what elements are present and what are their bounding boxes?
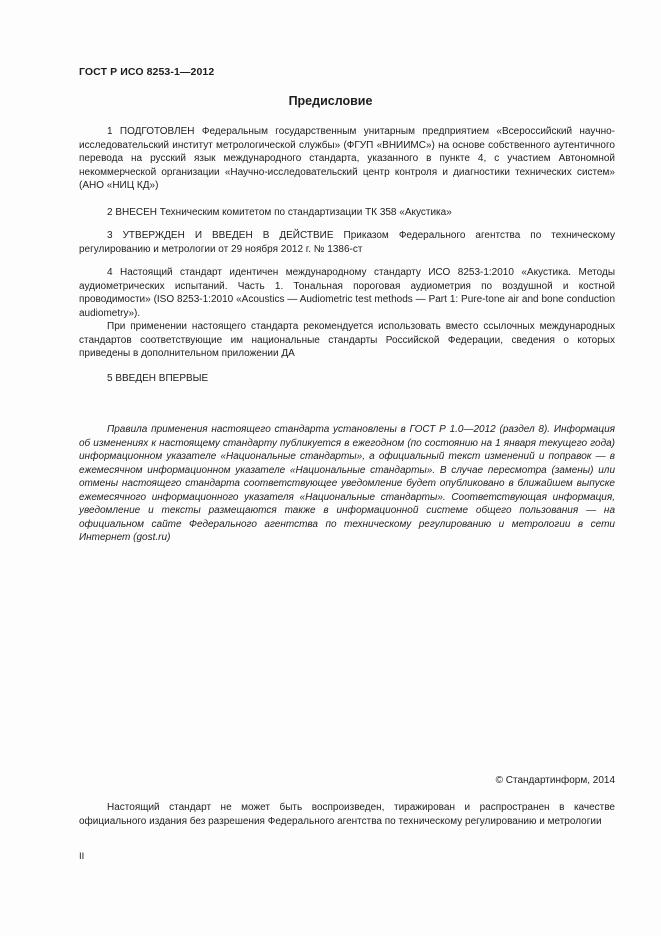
page-number: II [79, 851, 85, 862]
notice-text: Правила применения настоящего стандарта установлены в ГОСТ Р 1.0—2012 (раздел 8). Информация об изменениях к настоящему стандарту публикуется в ежегодном (по состоянию на 1 января текущего года) информационном указателе «Национальные стандарты», а официальный текст изменений и поправок — в ежемесячном информационном указателе «Национальные стандарты». В случае пересмотра (замены) или отмены настоящего стандарта соответствующее уведомление будет опубликовано в ближайшем выпуске ежемесячного информационного указателя «Национальные стандарты». Соответствующая информация, уведомление и тексты размещаются также в информационной системе общего пользования — на официальном сайте Федерального агентства по техническому регулированию и метрологии в сети Интернет (gost.ru) [79, 424, 615, 543]
standard-code-header: ГОСТ Р ИСО 8253-1—2012 [79, 66, 215, 78]
paragraph-identical-standard: 4 Настоящий стандарт идентичен международному стандарту ИСО 8253-1:2010 «Акустика. Методы аудиометрических испытаний. Часть 1. Тональная пороговая аудиометрия по воздушной и костной проводимости» (ISO 8253-1:2010 «Acoustics — Audiometric test methods — Part 1: Pure-tone air and bone conduction audiometry»). [79, 267, 615, 319]
notice-block [79, 423, 615, 545]
paragraph-submitted-by: 2 ВНЕСЕН Техническим комитетом по стандартизации ТК 358 «Акустика» [107, 207, 452, 218]
reproduction-notice-block [79, 801, 615, 828]
reproduction-notice: Настоящий стандарт не может быть воспроизведен, тиражирован и распространен в качестве официального издания без разрешения Федерального агентства по техническому регулированию и метрологии [79, 802, 615, 827]
page-title: Предисловие [288, 94, 373, 108]
paragraph-5-block [79, 372, 615, 386]
paragraph-4-block [79, 266, 615, 361]
paragraph-prepared-by: 1 ПОДГОТОВЛЕН Федеральным государственным унитарным предприятием «Всероссийский научно-исследовательский институт метрологической службы» (ФГУП «ВНИИМС») на основе собственного аутентичного перевода на русский язык международного стандарта, указанного в пункте 4, с участием Автономной некоммерческой организации «Научно-исследовательский центр контроля и диагностики технических систем» (АНО «НИЦ КД») [79, 126, 615, 191]
paragraph-references-note: При применении настоящего стандарта рекомендуется использовать вместо ссылочных международных стандартов соответствующие им национальные стандарты Российской Федерации, сведения о которых приведены в дополнительном приложении ДА [79, 321, 615, 359]
paragraph-2-block [79, 206, 615, 220]
paragraph-1-block [79, 125, 615, 193]
paragraph-approved: 3 УТВЕРЖДЕН И ВВЕДЕН В ДЕЙСТВИЕ Приказом Федерального агентства по техническому регулированию и метрологии от 29 ноября 2012 г. № 1386-ст [79, 230, 615, 255]
paragraph-first-introduced: 5 ВВЕДЕН ВПЕРВЫЕ [107, 373, 209, 384]
paragraph-3-block [79, 229, 615, 256]
copyright-line: © Стандартинформ, 2014 [495, 775, 615, 786]
